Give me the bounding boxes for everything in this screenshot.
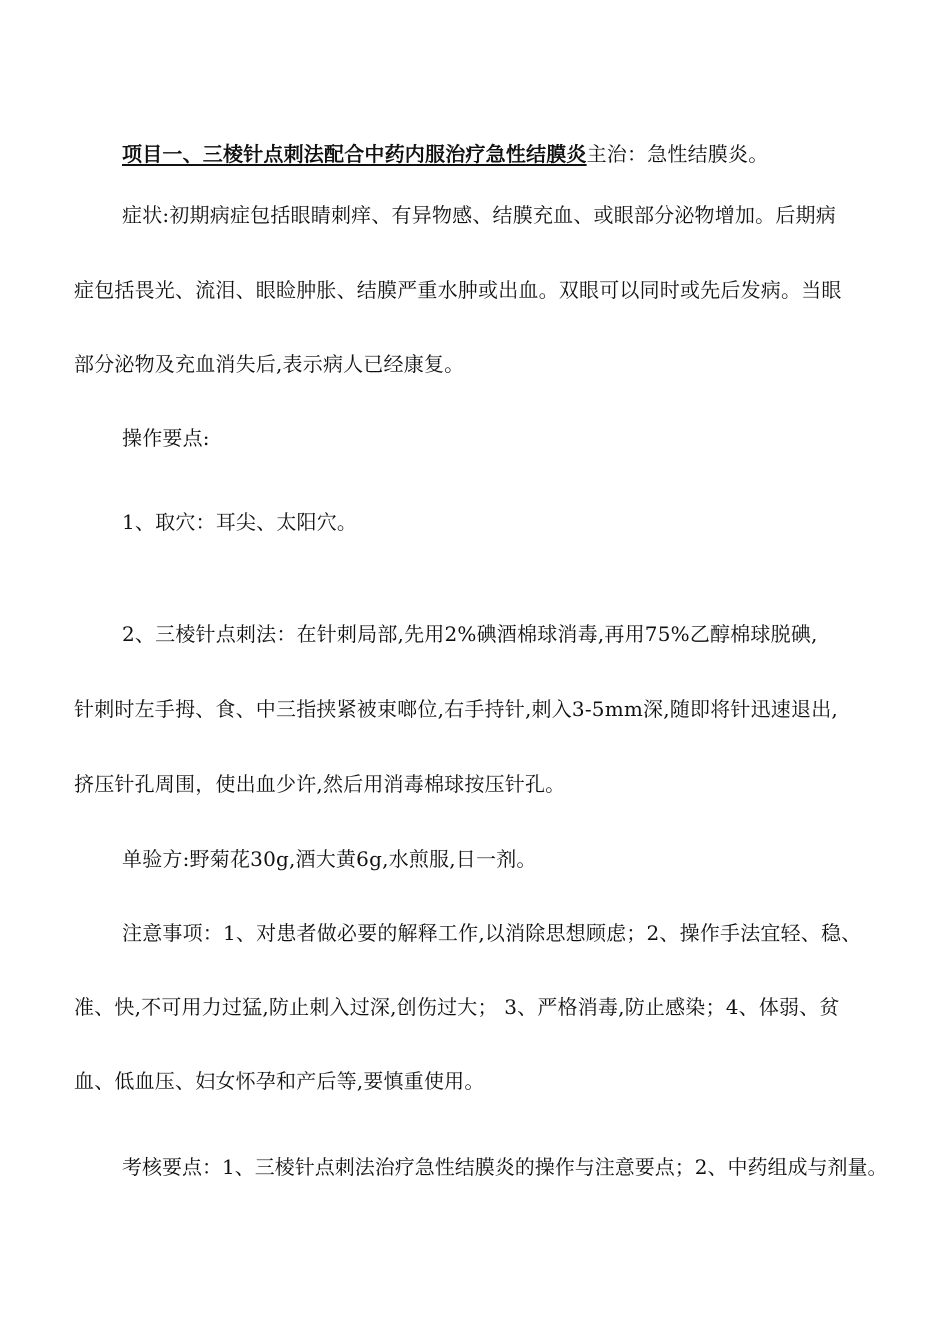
step-2-line-3: 挤压针孔周围，使出血少许,然后用消毒棉球按压针孔。 bbox=[74, 772, 566, 796]
operation-heading: 操作要点: bbox=[122, 426, 210, 450]
notes-line-2: 准、快,不可用力过猛,防止刺入过深,创伤过大； 3、严格消毒,防止感染；4、体弱、贫 bbox=[74, 995, 840, 1019]
indication-text: 主治：急性结膜炎。 bbox=[586, 142, 769, 166]
step-1-acupoints: 1、取穴：耳尖、太阳穴。 bbox=[122, 510, 358, 534]
prescription-line: 单验方:野菊花30g,酒大黄6g,水煎服,日一剂。 bbox=[122, 847, 537, 871]
assessment-paragraph: 考核要点：1、三棱针点刺法治疗急性结膜炎的操作与注意要点；2、中药组成与剂量。 bbox=[122, 1155, 888, 1179]
notes-line-1: 注意事项：1、对患者做必要的解释工作,以消除思想顾虑；2、操作手法宜轻、稳、 bbox=[122, 921, 862, 945]
step-2-line-2: 针刺时左手拇、食、中三指挟紧被束啷位,右手持针,刺入3-5mm深,随即将针迅速退出, bbox=[74, 697, 838, 721]
step-2-line-1: 2、三棱针点刺法：在针刺局部,先用2%碘酒棉球消毒,再用75%乙醇棉球脱碘, bbox=[122, 622, 818, 646]
symptoms-line-2: 症包括畏光、流泪、眼睑肿胀、结膜严重水肿或出血。双眼可以同时或先后发病。当眼 bbox=[74, 278, 842, 302]
symptoms-line-3: 部分泌物及充血消失后,表示病人已经康复。 bbox=[74, 352, 465, 376]
project-title: 项目一、三棱针点刺法配合中药内服治疗急性结膜炎 bbox=[122, 142, 587, 166]
notes-line-3: 血、低血压、妇女怀孕和产后等,要慎重使用。 bbox=[74, 1069, 485, 1093]
symptoms-line-1: 症状:初期病症包括眼睛刺痒、有异物感、结膜充血、或眼部分泌物增加。后期病 bbox=[122, 203, 836, 227]
title-line bbox=[122, 140, 768, 168]
